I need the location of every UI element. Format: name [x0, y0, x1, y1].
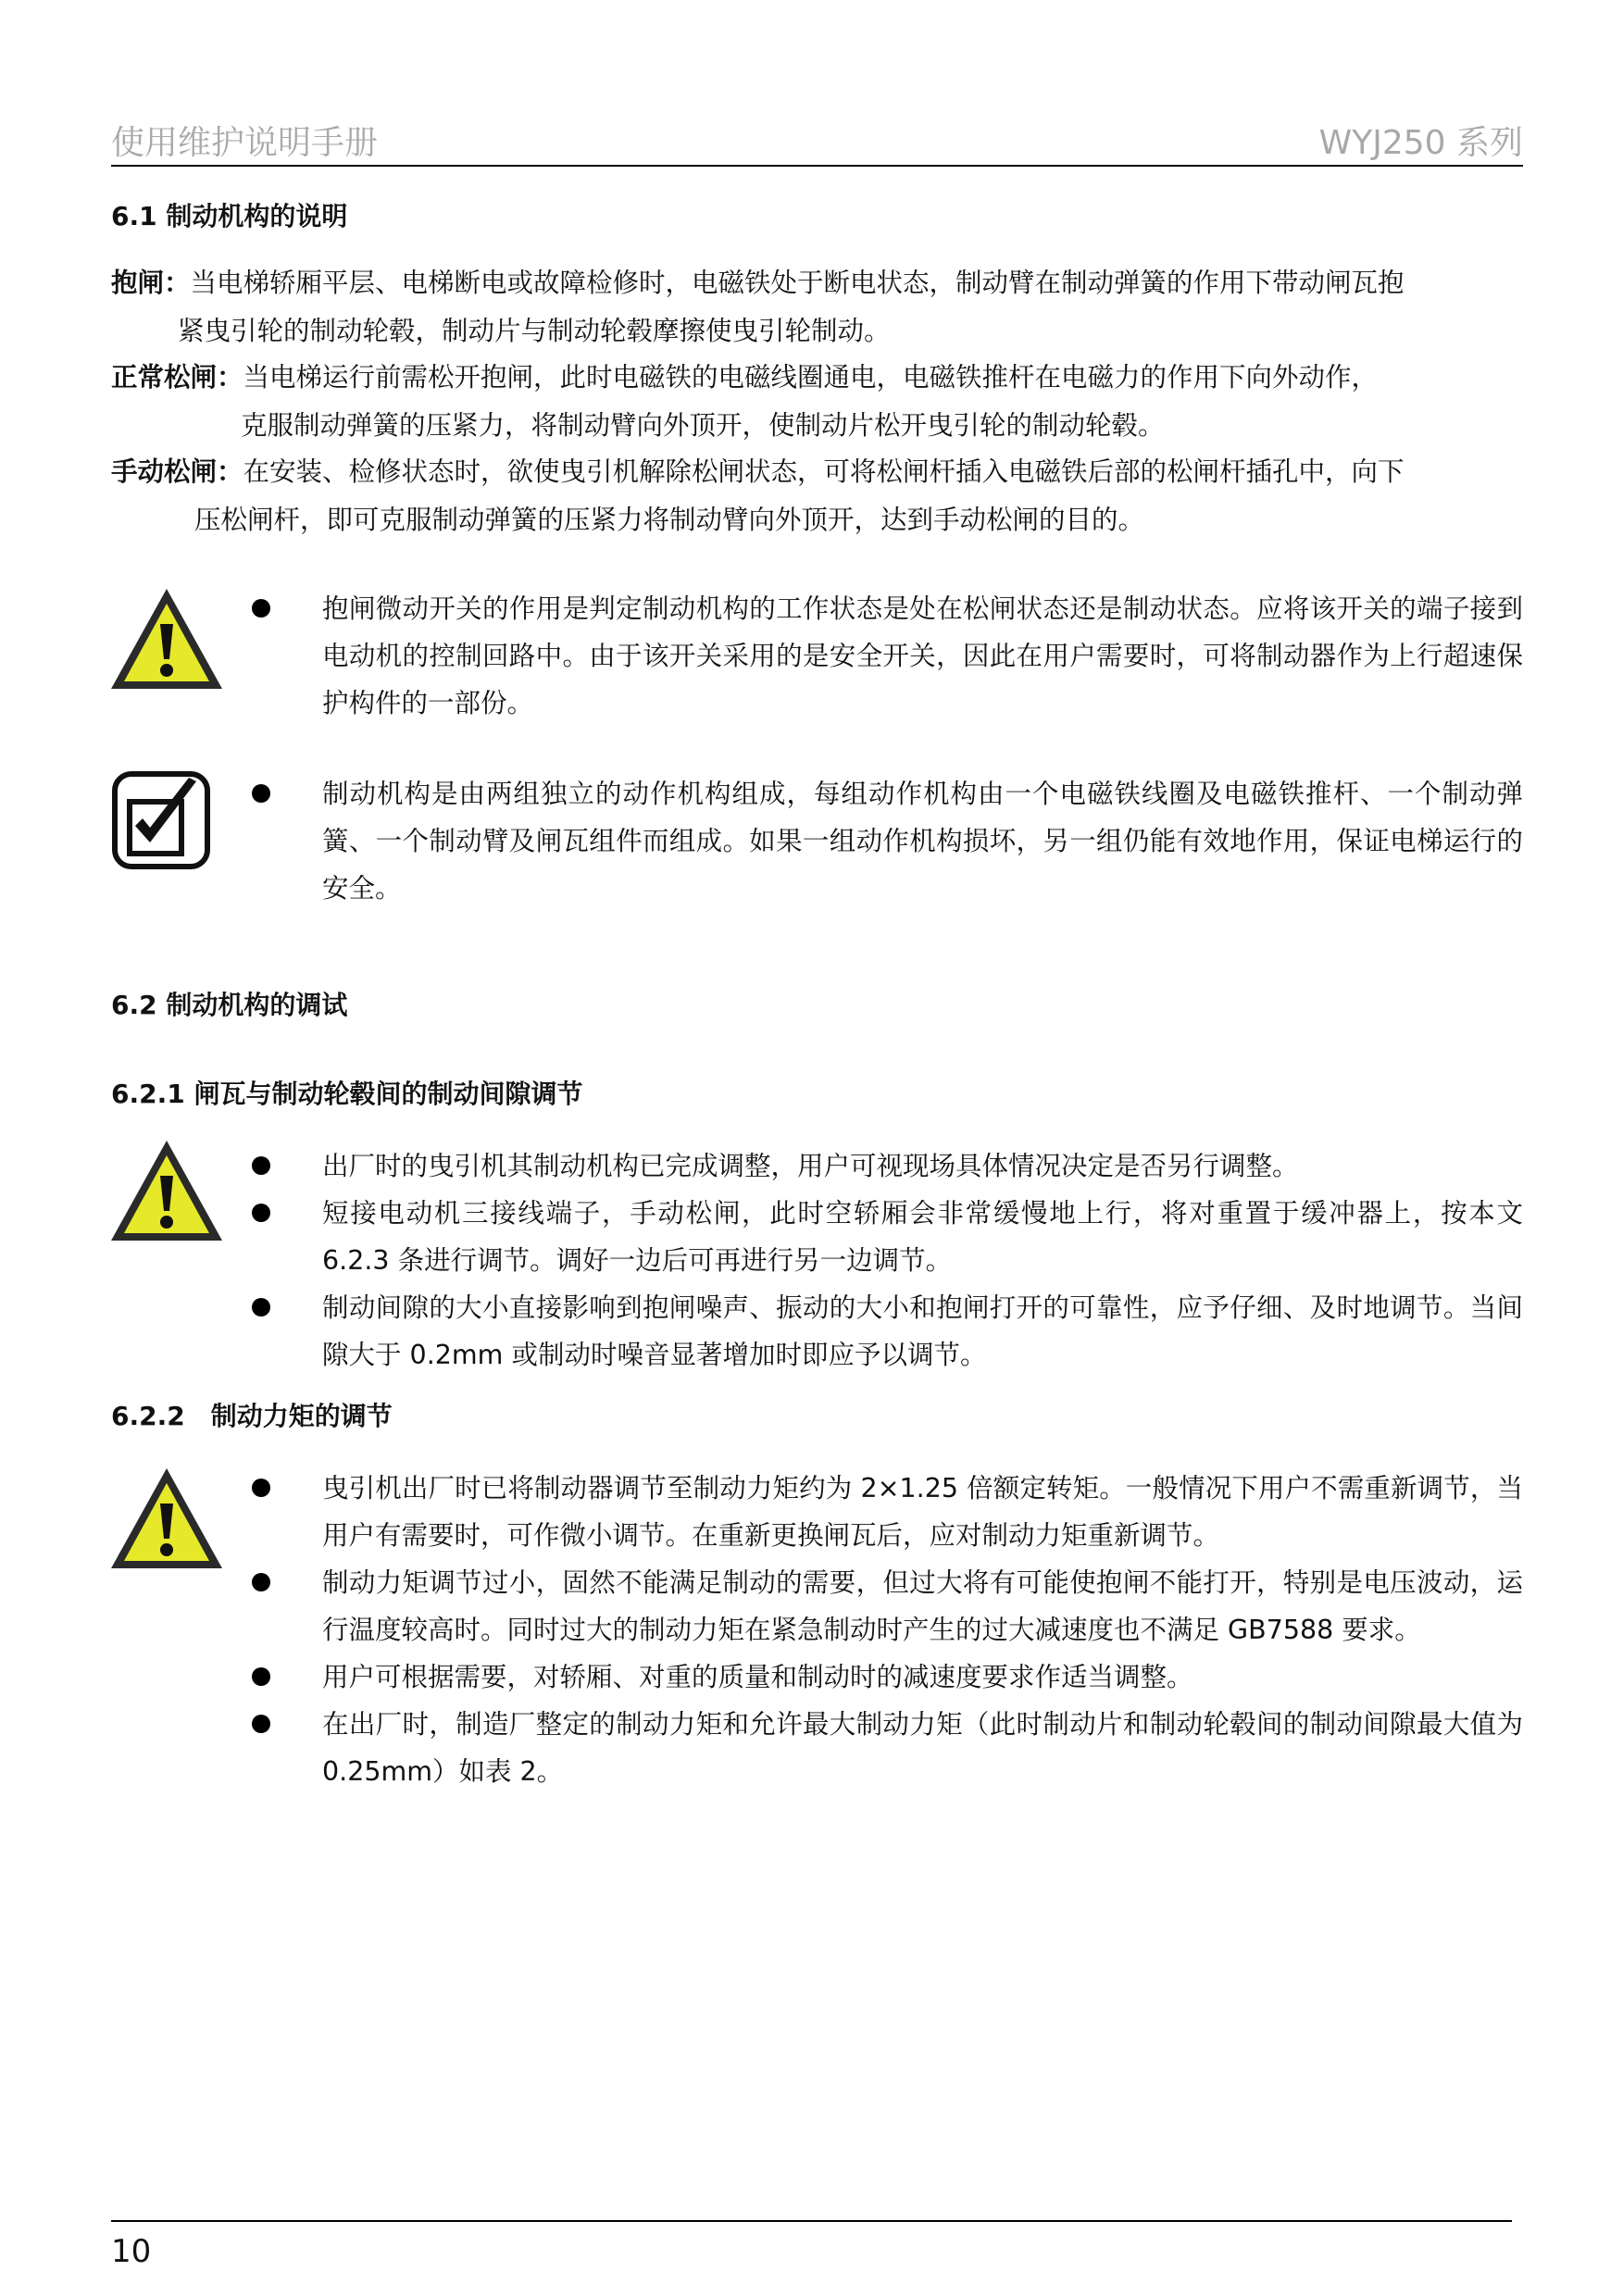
bullet-icon	[252, 1573, 270, 1591]
manual-release-line-1: 在安装、检修状态时，欲使曳引机解除松闸状态，可将松闸杆插入电磁铁后部的松闸杆插孔中，向下	[243, 456, 1405, 487]
warning-note	[252, 585, 1523, 727]
check-note-item: 制动机构是由两组独立的动作机构组成，每组动作机构由一个电磁铁线圈及电磁铁推杆、一个制动弹簧、一个制动臂及闸瓦组件而组成。如果一组动作机构损坏，另一组仍能有效地作用，保证电梯运行的安全。	[252, 770, 1523, 912]
bullet-icon	[252, 1204, 270, 1222]
list-item: 短接电动机三接线端子，手动松闸，此时空轿厢会非常缓慢地上行，将对重置于缓冲器上，按本文 6.2.3 条进行调节。调好一边后可再进行另一边调节。	[252, 1190, 1523, 1284]
section-6-2-heading: 6.2 制动机构的调试	[111, 990, 348, 1020]
page-header	[111, 109, 1523, 167]
section-6-1-heading: 6.1 制动机构的说明	[111, 201, 348, 231]
paragraph-normal-release	[111, 354, 1523, 450]
bullet-icon	[252, 1479, 270, 1497]
page-number: 10	[111, 2233, 152, 2270]
normal-release-line-2: 克服制动弹簧的压紧力，将制动臂向外顶开，使制动片松开曳引轮的制动轮毂。	[241, 410, 1165, 441]
torque-adjust-list	[252, 1465, 1523, 1795]
brake-line-2: 紧曳引轮的制动轮毂，制动片与制动轮毂摩擦使曳引轮制动。	[178, 316, 891, 346]
bullet-icon	[252, 1156, 270, 1175]
bullet-icon	[252, 1667, 270, 1686]
bullet-icon	[252, 1298, 270, 1316]
list-item: 制动力矩调节过小，固然不能满足制动的需要，但过大将有可能使抱闸不能打开，特别是电压波动，运行温度较高时。同时过大的制动力矩在紧急制动时产生的过大减速度也不满足 GB7588 要求。	[252, 1559, 1523, 1653]
list-item: 曳引机出厂时已将制动器调节至制动力矩约为 2×1.25 倍额定转矩。一般情况下用户不需重新调节，当用户有需要时，可作微小调节。在重新更换闸瓦后，应对制动力矩重新调节。	[252, 1465, 1523, 1559]
warning-triangle-icon	[106, 585, 227, 694]
list-item: 用户可根据需要，对轿厢、对重的质量和制动时的减速度要求作适当调整。	[252, 1653, 1523, 1701]
brake-line-1: 当电梯轿厢平层、电梯断电或故障检修时，电磁铁处于断电状态，制动臂在制动弹簧的作用下带动闸瓦抱	[190, 268, 1405, 298]
header-series-name: WYJ250 系列	[1318, 124, 1523, 162]
list-item: 在出厂时，制造厂整定的制动力矩和允许最大制动力矩（此时制动片和制动轮毂间的制动间隙最大值为 0.25mm）如表 2。	[252, 1701, 1523, 1795]
warning-triangle-icon	[106, 1137, 227, 1246]
normal-release-line-1: 当电梯运行前需松开抱闸，此时电磁铁的电磁线圈通电，电磁铁推杆在电磁力的作用下向外动作，	[243, 362, 1379, 393]
checkbox-checked-icon	[111, 770, 211, 870]
paragraph-brake	[111, 259, 1523, 356]
check-note	[252, 770, 1523, 912]
header-manual-title: 使用维护说明手册	[111, 124, 379, 162]
term-manual-release: 手动松闸：	[111, 456, 243, 487]
section-6-2-1-heading: 6.2.1 闸瓦与制动轮毂间的制动间隙调节	[111, 1079, 583, 1109]
warning-triangle-icon	[106, 1465, 227, 1574]
bullet-icon	[252, 1715, 270, 1733]
warning-note-item: 抱闸微动开关的作用是判定制动机构的工作状态是处在松闸状态还是制动状态。应将该开关的端子接到电动机的控制回路中。由于该开关采用的是安全开关，因此在用户需要时，可将制动器作为上行超速保护构件的一部份。	[252, 585, 1523, 727]
bullet-icon	[252, 599, 270, 618]
section-6-2-2-heading: 6.2.2 制动力矩的调节	[111, 1401, 393, 1431]
paragraph-manual-release	[111, 448, 1523, 544]
term-normal-release: 正常松闸：	[111, 362, 243, 393]
bullet-icon	[252, 784, 270, 803]
manual-release-line-2: 压松闸杆，即可克服制动弹簧的压紧力将制动臂向外顶开，达到手动松闸的目的。	[194, 505, 1145, 535]
term-brake: 抱闸：	[111, 268, 191, 298]
list-item: 制动间隙的大小直接影响到抱闸噪声、振动的大小和抱闸打开的可靠性，应予仔细、及时地调节。当间隙大于 0.2mm 或制动时噪音显著增加时即应予以调节。	[252, 1284, 1523, 1379]
footer-rule	[111, 2220, 1512, 2222]
gap-adjust-list	[252, 1142, 1523, 1379]
list-item: 出厂时的曳引机其制动机构已完成调整，用户可视现场具体情况决定是否另行调整。	[252, 1142, 1523, 1190]
